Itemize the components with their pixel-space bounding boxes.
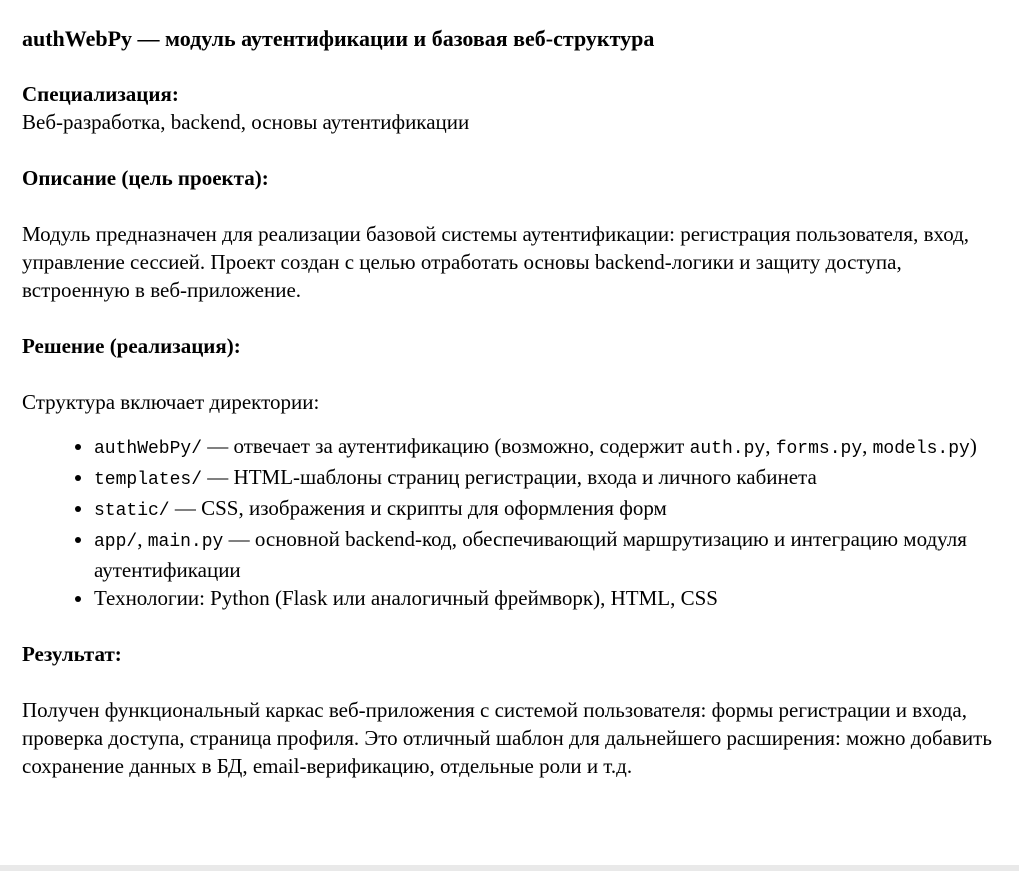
- file-models-py: models.py: [872, 439, 970, 459]
- list-item: [94, 584, 1002, 612]
- dir-authwebpy: authWebPy/: [94, 439, 203, 459]
- result-text: Получен функциональный каркас веб-приложения с системой пользователя: формы регистрации и входа, проверка доступа, страница профиля. Это отличный шаблон для дальнейшего расширения: можно добавить сохранение данных в БД, email-верификацию, отдельные роли и т.д.: [22, 698, 992, 778]
- list-item: • app/, main.py — основной backend-код, обеспечивающий маршрутизацию и интеграцию модуля аутентификации: [94, 525, 1002, 584]
- dir-templates: templates/: [94, 470, 203, 490]
- file-main-py: main.py: [147, 532, 224, 552]
- list-item: • authWebPy/ — отвечает за аутентификацию (возможно, содержит auth.py, forms.py, models.py): [94, 432, 1002, 463]
- dir-static: static/: [94, 501, 170, 521]
- directory-list: [22, 432, 1002, 612]
- document-page: [22, 24, 1002, 780]
- dir-app: app/: [94, 532, 138, 552]
- result-label: Результат:: [22, 642, 122, 666]
- document-title: authWebPy — модуль аутентификации и базовая веб-структура: [22, 26, 655, 51]
- specialization-label: Специализация:: [22, 82, 179, 106]
- list-item: • static/ — CSS, изображения и скрипты для оформления форм: [94, 494, 1002, 525]
- description-text: Модуль предназначен для реализации базовой системы аутентификации: регистрация пользователя, вход, управление сессией. Проект создан с целью отработать основы backend-логики и защиту доступа, встроенную в веб-приложение.: [22, 222, 970, 302]
- solution-label: Решение (реализация):: [22, 334, 241, 358]
- solution-intro: Структура включает директории:: [22, 390, 320, 414]
- file-auth-py: auth.py: [689, 439, 766, 459]
- specialization-text: Веб-разработка, backend, основы аутентификации: [22, 110, 470, 134]
- description-label: Описание (цель проекта):: [22, 166, 269, 190]
- technologies-text: Технологии: Python (Flask или аналогичный фреймворк), HTML, CSS: [94, 586, 718, 610]
- list-item: • templates/ — HTML-шаблоны страниц регистрации, входа и личного кабинета: [94, 463, 1002, 494]
- horizontal-scrollbar[interactable]: [0, 865, 1019, 871]
- file-forms-py: forms.py: [775, 439, 863, 459]
